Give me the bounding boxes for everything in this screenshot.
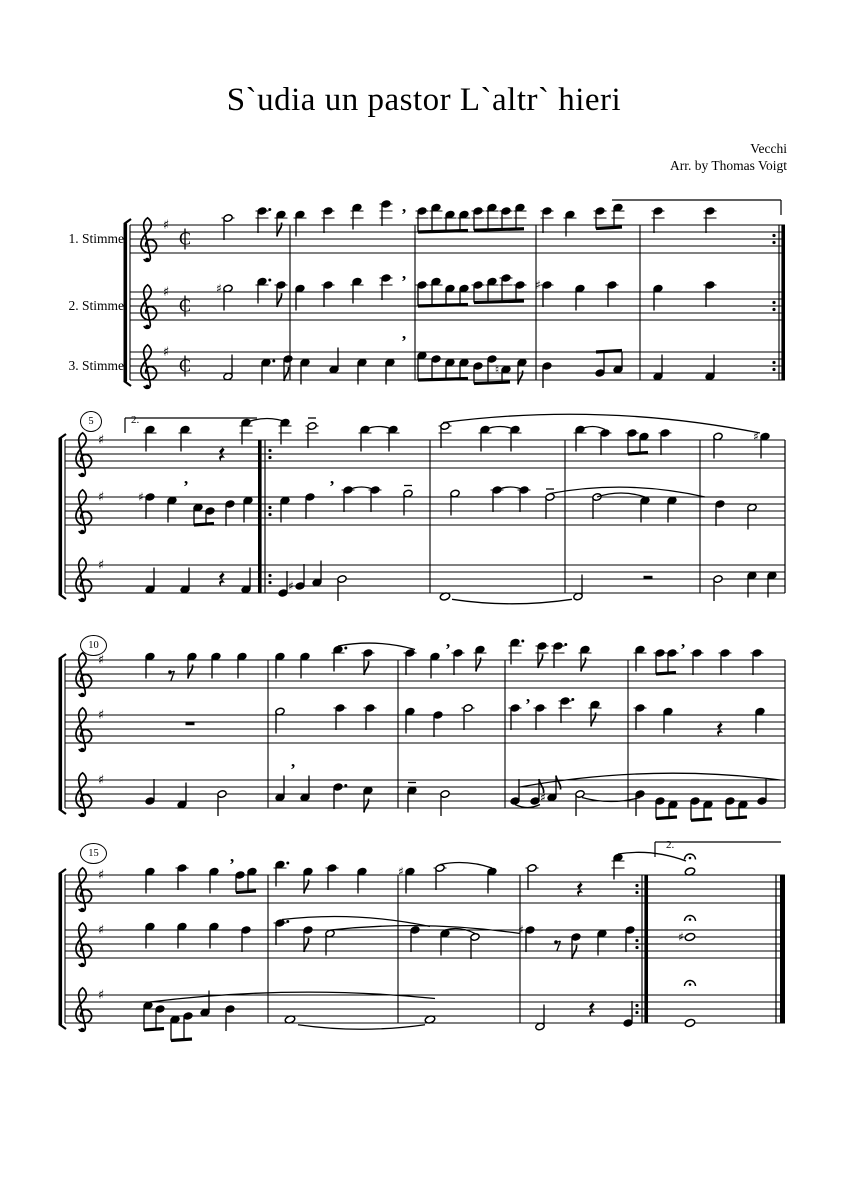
staff-label-voice-2: 2. Stimme xyxy=(68,298,124,313)
svg-text:♯: ♯ xyxy=(97,653,105,668)
svg-text:♯: ♯ xyxy=(97,490,105,505)
svg-text:C: C xyxy=(178,228,192,249)
measure-number-15: 15 xyxy=(80,843,107,864)
volta-2-label-final: 2. xyxy=(666,839,675,851)
svg-text:♯: ♯ xyxy=(97,433,105,448)
svg-text:C: C xyxy=(178,295,192,316)
measure-number-5: 5 xyxy=(80,411,102,432)
svg-text:’: ’ xyxy=(401,205,407,224)
svg-text:’: ’ xyxy=(229,855,235,874)
svg-text:♯: ♯ xyxy=(398,864,404,879)
svg-text:♯: ♯ xyxy=(753,429,759,444)
svg-text:♯: ♯ xyxy=(216,281,222,296)
svg-text:’: ’ xyxy=(525,695,531,714)
measure-number-10: 10 xyxy=(80,635,107,656)
svg-text:’: ’ xyxy=(401,272,407,291)
svg-text:♯: ♯ xyxy=(97,868,105,883)
svg-text:♯: ♯ xyxy=(162,345,170,360)
svg-text:♯: ♯ xyxy=(97,988,105,1003)
svg-text:’: ’ xyxy=(290,760,296,779)
svg-text:♯: ♯ xyxy=(288,579,294,593)
svg-text:♯: ♯ xyxy=(518,923,524,937)
svg-text:♯: ♯ xyxy=(97,773,105,788)
svg-text:♯: ♯ xyxy=(97,923,105,938)
svg-text:♯: ♯ xyxy=(162,218,170,233)
svg-text:♯: ♯ xyxy=(162,285,170,300)
svg-text:♯: ♯ xyxy=(678,930,684,944)
svg-text:’: ’ xyxy=(401,332,407,351)
svg-text:’: ’ xyxy=(183,477,189,496)
svg-text:♮: ♮ xyxy=(494,362,500,377)
staff-label-voice-1: 1. Stimme xyxy=(68,231,124,246)
volta-2-label-system-2: 2. xyxy=(131,414,140,426)
svg-text:♯: ♯ xyxy=(138,490,144,504)
staff-label-voice-3: 3. Stimme xyxy=(68,358,124,373)
arranger-credit: Arr. by Thomas Voigt xyxy=(669,158,787,173)
svg-text:’: ’ xyxy=(680,640,686,659)
svg-text:♯: ♯ xyxy=(97,558,105,573)
page-title: S`udia un pastor L`altr` hieri xyxy=(226,82,622,118)
svg-text:’: ’ xyxy=(329,477,335,496)
svg-text:♯: ♯ xyxy=(97,708,105,723)
svg-text:♯: ♯ xyxy=(540,790,546,805)
svg-text:C: C xyxy=(178,355,192,376)
svg-text:’: ’ xyxy=(445,640,451,659)
composer-name: Vecchi xyxy=(750,141,787,156)
svg-text:♯: ♯ xyxy=(535,278,541,292)
